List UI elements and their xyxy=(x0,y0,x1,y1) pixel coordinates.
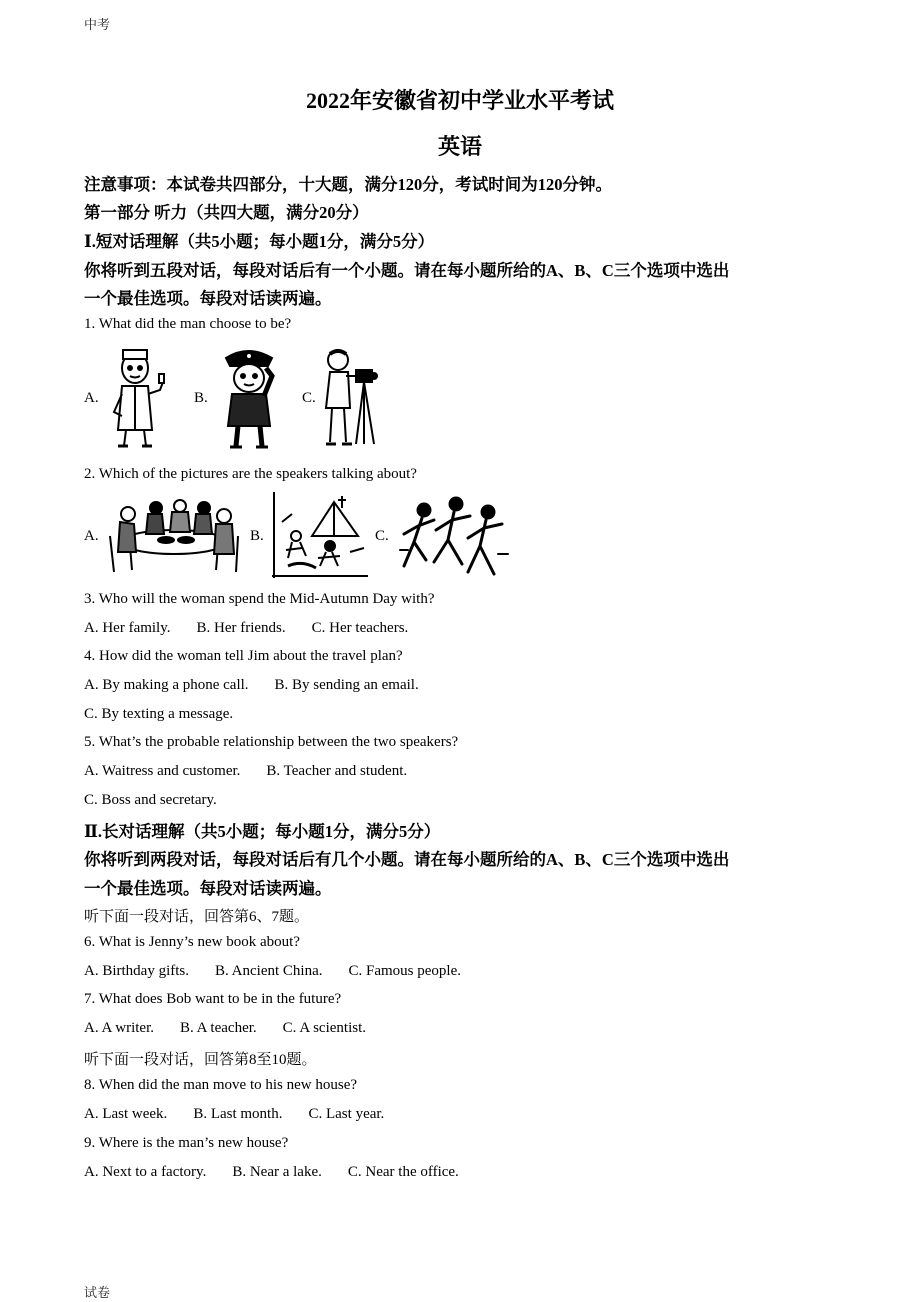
q4-option-a: A. By making a phone call. xyxy=(84,677,249,693)
q7-option-a: A. A writer. xyxy=(84,1020,154,1036)
question-9: 9. Where is the man’s new house? xyxy=(84,1135,289,1151)
q6-option-c: C. Famous people. xyxy=(348,963,461,979)
question-7: 7. What does Bob want to be in the future? xyxy=(84,991,342,1007)
police-picture xyxy=(218,346,280,450)
section-two-instruction-1: 你将听到两段对话，每段对话后有几个小题。请在每小题所给的A、B、C三个选项中选出 xyxy=(84,850,730,869)
q1-label-a: A. xyxy=(84,390,99,406)
question-2: 2. Which of the pictures are the speakers talking about? xyxy=(84,466,417,482)
doctor-picture xyxy=(108,346,168,450)
question-6: 6. What is Jenny’s new book about? xyxy=(84,934,300,950)
running-race-picture xyxy=(398,490,510,580)
exam-subject: 英语 xyxy=(437,134,482,159)
question-5: 5. What’s the probable relationship between the two speakers? xyxy=(84,734,459,750)
page-footer: 试卷 xyxy=(84,1285,111,1300)
q8-option-a: A. Last week. xyxy=(84,1106,168,1122)
q4-option-c: C. By texting a message. xyxy=(84,706,234,722)
q5-option-b: B. Teacher and student. xyxy=(266,763,408,779)
q2-label-a: A. xyxy=(84,528,99,544)
question-7-options xyxy=(84,1020,366,1037)
q4-option-b: B. By sending an email. xyxy=(274,677,419,693)
exam-notice: 注意事项：本试卷共四部分，十大题，满分120分，考试时间为120分钟。 xyxy=(84,175,612,194)
q2-label-b: B. xyxy=(250,528,264,544)
dialogue-group-2: 听下面一段对话，回答第8至10题。 xyxy=(84,1052,317,1068)
part-one-heading: 第一部分 听力（共四大题，满分20分） xyxy=(84,203,369,222)
section-two-instruction-2: 一个最佳选项。每段对话读两遍。 xyxy=(84,879,332,898)
q9-option-c: C. Near the office. xyxy=(347,1164,459,1180)
question-8-options xyxy=(84,1106,384,1123)
q9-option-b: B. Near a lake. xyxy=(232,1164,322,1180)
dialogue-group-1: 听下面一段对话，回答第6、7题。 xyxy=(84,909,310,925)
section-one-instruction-2: 一个最佳选项。每段对话读两遍。 xyxy=(84,289,332,308)
q7-option-c: C. A scientist. xyxy=(282,1020,366,1036)
q3-option-b: B. Her friends. xyxy=(196,620,286,636)
question-4-options xyxy=(84,677,419,694)
question-9-options xyxy=(84,1164,459,1181)
question-3-options xyxy=(84,620,408,637)
q9-option-a: A. Next to a factory. xyxy=(84,1164,207,1180)
q3-option-a: A. Her family. xyxy=(84,620,171,636)
q8-option-c: C. Last year. xyxy=(308,1106,385,1122)
q6-option-b: B. Ancient China. xyxy=(215,963,323,979)
q5-option-c: C. Boss and secretary. xyxy=(84,792,217,808)
section-two-heading: Ⅱ.长对话理解（共5小题；每小题1分，满分5分） xyxy=(84,822,441,841)
q6-option-a: A. Birthday gifts. xyxy=(84,963,189,979)
question-1: 1. What did the man choose to be? xyxy=(84,316,292,332)
camping-picture xyxy=(272,492,368,578)
family-dinner-picture xyxy=(106,496,242,572)
exam-title: 2022年安徽省初中学业水平考试 xyxy=(305,88,614,113)
photographer-picture xyxy=(320,346,378,450)
section-one-heading: Ⅰ.短对话理解（共5小题；每小题1分，满分5分） xyxy=(84,232,435,251)
question-6-options xyxy=(84,963,461,980)
q8-option-b: B. Last month. xyxy=(193,1106,283,1122)
q3-option-c: C. Her teachers. xyxy=(311,620,409,636)
question-3: 3. Who will the woman spend the Mid-Autumn Day with? xyxy=(84,591,435,607)
page-header: 中考 xyxy=(84,17,111,32)
q2-label-c: C. xyxy=(375,528,389,544)
question-4: 4. How did the woman tell Jim about the travel plan? xyxy=(84,648,403,664)
q1-label-b: B. xyxy=(194,390,208,406)
q7-option-b: B. A teacher. xyxy=(180,1020,257,1036)
section-one-instruction-1: 你将听到五段对话，每段对话后有一个小题。请在每小题所给的A、B、C三个选项中选出 xyxy=(84,261,730,280)
q5-option-a: A. Waitress and customer. xyxy=(84,763,241,779)
question-8: 8. When did the man move to his new house? xyxy=(84,1077,358,1093)
question-5-options xyxy=(84,763,407,780)
q1-label-c: C. xyxy=(302,390,316,406)
